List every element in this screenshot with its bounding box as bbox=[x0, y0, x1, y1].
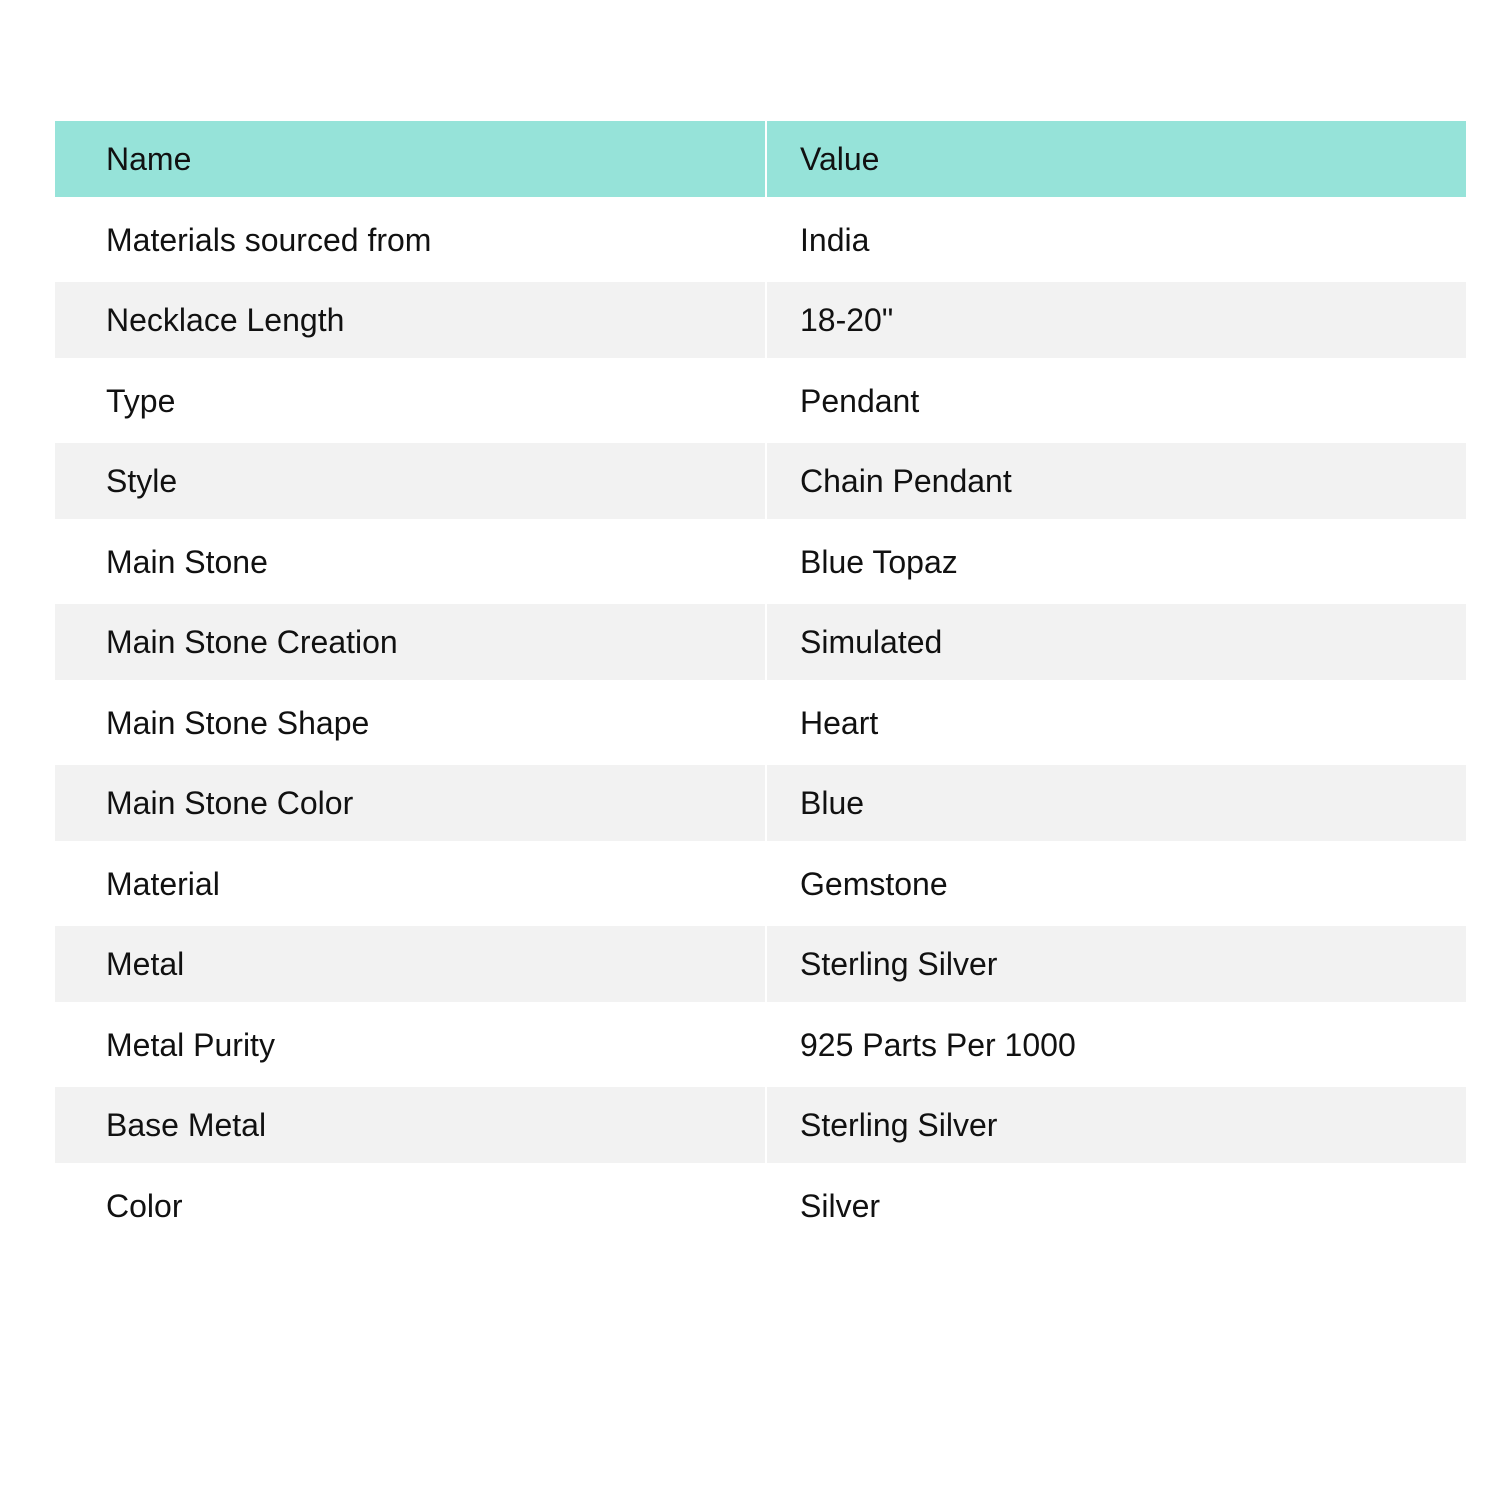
row-value-cell: Blue Topaz bbox=[766, 519, 1466, 604]
row-name-cell: Materials sourced from bbox=[106, 221, 432, 258]
table-row bbox=[55, 680, 1466, 765]
table-row bbox=[55, 1163, 1466, 1248]
row-value-cell: Blue bbox=[766, 765, 1466, 841]
table-row bbox=[55, 604, 1466, 680]
row-value-cell: Gemstone bbox=[766, 841, 1466, 926]
row-value-cell: Sterling Silver bbox=[766, 926, 1466, 1002]
table-row bbox=[55, 1002, 1466, 1087]
row-name-cell: Necklace Length bbox=[55, 282, 766, 358]
row-value-cell: India bbox=[766, 197, 1466, 282]
row-value-cell: Sterling Silver bbox=[766, 1087, 1466, 1163]
row-value-cell: Heart bbox=[766, 680, 1466, 765]
table-header-row bbox=[55, 121, 1466, 197]
table-row bbox=[55, 443, 1466, 519]
table-row bbox=[55, 1087, 1466, 1163]
column-header-value: Value bbox=[766, 121, 1466, 197]
row-value-cell: Pendant bbox=[766, 358, 1466, 443]
table-row bbox=[55, 282, 1466, 358]
row-name-cell: Base Metal bbox=[55, 1087, 766, 1163]
row-name-cell: Main Stone bbox=[106, 543, 268, 580]
column-header-name: Name bbox=[55, 121, 766, 197]
row-name-cell: Style bbox=[55, 443, 766, 519]
specifications-table bbox=[55, 121, 1466, 1248]
row-name-cell: Main Stone Color bbox=[55, 765, 766, 841]
table-row bbox=[55, 841, 1466, 926]
row-value-cell: Chain Pendant bbox=[766, 443, 1466, 519]
row-name-cell: Metal bbox=[55, 926, 766, 1002]
row-name-cell: Material bbox=[106, 865, 220, 902]
table-row bbox=[55, 358, 1466, 443]
row-value-cell: 925 Parts Per 1000 bbox=[766, 1002, 1466, 1087]
table-row bbox=[55, 519, 1466, 604]
row-name-cell: Type bbox=[106, 382, 176, 419]
row-value-cell: Simulated bbox=[766, 604, 1466, 680]
table-row bbox=[55, 197, 1466, 282]
row-value-cell: 18-20" bbox=[766, 282, 1466, 358]
row-name-cell: Main Stone Creation bbox=[55, 604, 766, 680]
table-row bbox=[55, 926, 1466, 1002]
row-name-cell: Metal Purity bbox=[106, 1026, 275, 1063]
table-row bbox=[55, 765, 1466, 841]
row-name-cell: Color bbox=[106, 1187, 183, 1224]
row-name-cell: Main Stone Shape bbox=[106, 704, 370, 741]
row-value-cell: Silver bbox=[766, 1163, 1466, 1248]
